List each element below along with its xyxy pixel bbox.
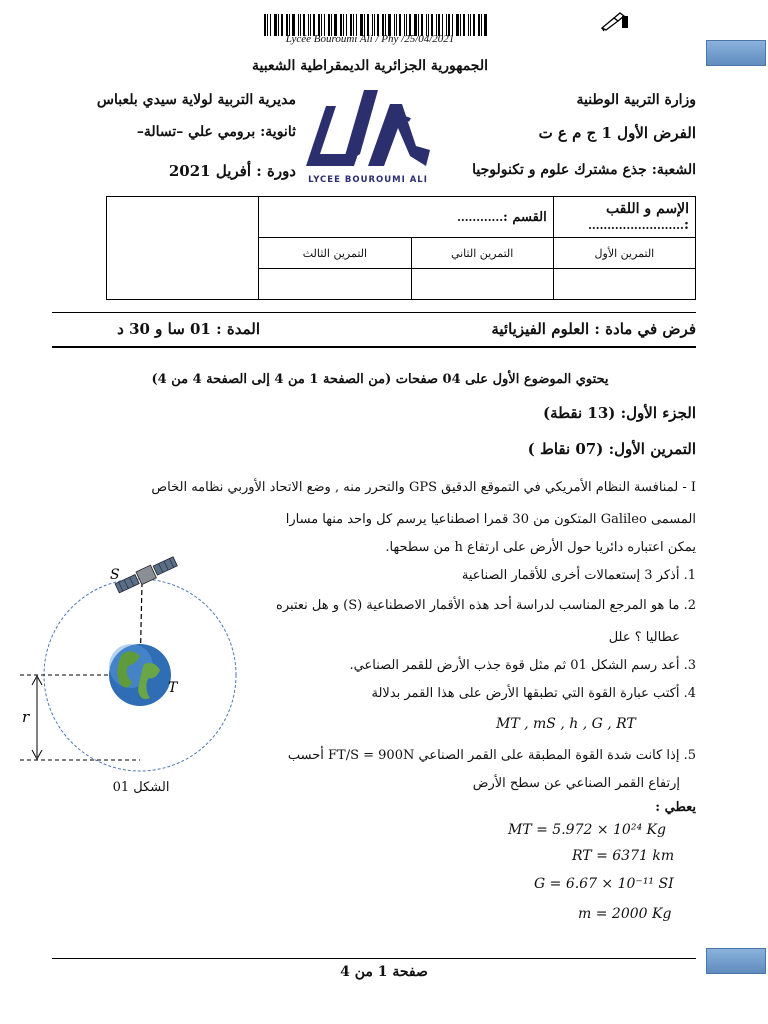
name-cell[interactable]: الإسم و اللقب :......................... <box>553 197 695 238</box>
satellite-label: S <box>110 567 120 583</box>
divider-bottom <box>52 346 696 348</box>
student-info-table <box>106 196 696 300</box>
school-name: ثانوية: برومي علي –تسالة– <box>136 124 296 140</box>
radius-label: r <box>22 708 30 726</box>
figure-01-orbit-diagram <box>10 552 260 802</box>
intro-line-2: المسمى Galileo المتكون من 30 قمرا اصطناعيا يرسم كل واحد منها مسارا <box>285 512 696 527</box>
given-satellite-mass: m = 2000 Kg <box>578 906 672 922</box>
exercise1-heading: التمرين الأول: (07 نقاط ) <box>527 440 696 458</box>
earth-label: T <box>168 680 178 696</box>
page-tab-marker-bottom <box>706 948 766 974</box>
republic-title: الجمهورية الجزائرية الديمقراطية الشعبية <box>251 58 488 74</box>
exam-duration: المدة : 01 سا و 30 د <box>117 320 260 338</box>
page-tab-marker-top <box>706 40 766 66</box>
given-heading: يعطي : <box>655 800 696 815</box>
exam-title: الفرض الأول 1 ج م ع ت <box>538 124 696 142</box>
grade-box[interactable] <box>107 197 259 300</box>
given-earth-radius: RT = 6371 km <box>572 848 675 864</box>
logo-text: LYCEE BOUROUMI ALI <box>308 175 428 185</box>
divider-top <box>52 312 696 313</box>
question-4: 4. أكتب عبارة القوة التي تطبقها الأرض على هذا القمر بدلالة <box>371 686 696 701</box>
question-2a: 2. ما هو المرجع المناسب لدراسة أحد هذه الأقمار الاصطناعية (S) و هل نعتبره <box>276 598 696 613</box>
question-5b: إرتفاع القمر الصناعي عن سطح الأرض <box>472 776 680 791</box>
figure-caption: الشكل 01 <box>112 780 170 795</box>
exam-session: دورة : أفريل 2021 <box>168 162 296 180</box>
directorate-name: مديرية التربية لولاية سيدي بلعباس <box>96 92 296 108</box>
question-2b: عطاليا ؟ علل <box>608 630 680 645</box>
given-gravitational-constant: G = 6.67 × 10⁻¹¹ SI <box>534 876 674 892</box>
section-cell[interactable]: القسم :............ <box>259 197 553 238</box>
exercise3-header: التمرين الثالث <box>259 238 411 269</box>
intro-line-3: يمكن اعتباره دائريا حول الأرض على ارتفاع h من سطحها. <box>385 540 696 555</box>
exercise1-header: التمرين الأول <box>553 238 695 269</box>
exercise3-score[interactable] <box>259 269 411 300</box>
branch-name: الشعبة: جذع مشترك علوم و تكنولوجيا <box>472 162 696 178</box>
pages-note: يحتوي الموضوع الأول على 04 صفحات (من الصفحة 1 من 4 إلى الصفحة 4 من 4) <box>151 372 609 387</box>
school-reference: Lycée Bouroumi Ali / Phy /25/04/2021 <box>285 33 455 45</box>
question-4-variables: MT , mS , h , G , RT <box>496 716 636 732</box>
page-number: صفحة 1 من 4 <box>340 964 428 980</box>
subject-title: فرض في مادة : العلوم الفيزيائية <box>491 320 696 338</box>
question-1: 1. أذكر 3 إستعمالات أخرى للأقمار الصناعية <box>461 568 696 583</box>
writing-hand-icon <box>600 10 630 32</box>
exercise1-score[interactable] <box>553 269 695 300</box>
part1-heading: الجزء الأول: (13 نقطة) <box>542 404 696 422</box>
footer-divider <box>52 958 696 959</box>
exercise2-score[interactable] <box>411 269 553 300</box>
given-earth-mass: MT = 5.972 × 10²⁴ Kg <box>508 822 666 838</box>
intro-line-1: I - لمنافسة النظام الأمريكي في التموقع الدقيق GPS والتحرر منه , وضع الاتحاد الأوربي نظامه الخاص <box>151 480 696 495</box>
school-logo <box>298 84 438 188</box>
earth-globe-icon <box>109 644 171 706</box>
question-5a: 5. إذا كانت شدة القوة المطبقة على القمر الصناعي FT/S = 900N أحسب <box>287 748 696 763</box>
question-3: 3. أعد رسم الشكل 01 ثم مثل قوة جذب الأرض للقمر الصناعي. <box>349 658 696 673</box>
exercise2-header: التمرين الثاني <box>411 238 553 269</box>
satellite-icon <box>114 555 178 595</box>
ministry-name: وزارة التربية الوطنية <box>576 92 696 108</box>
